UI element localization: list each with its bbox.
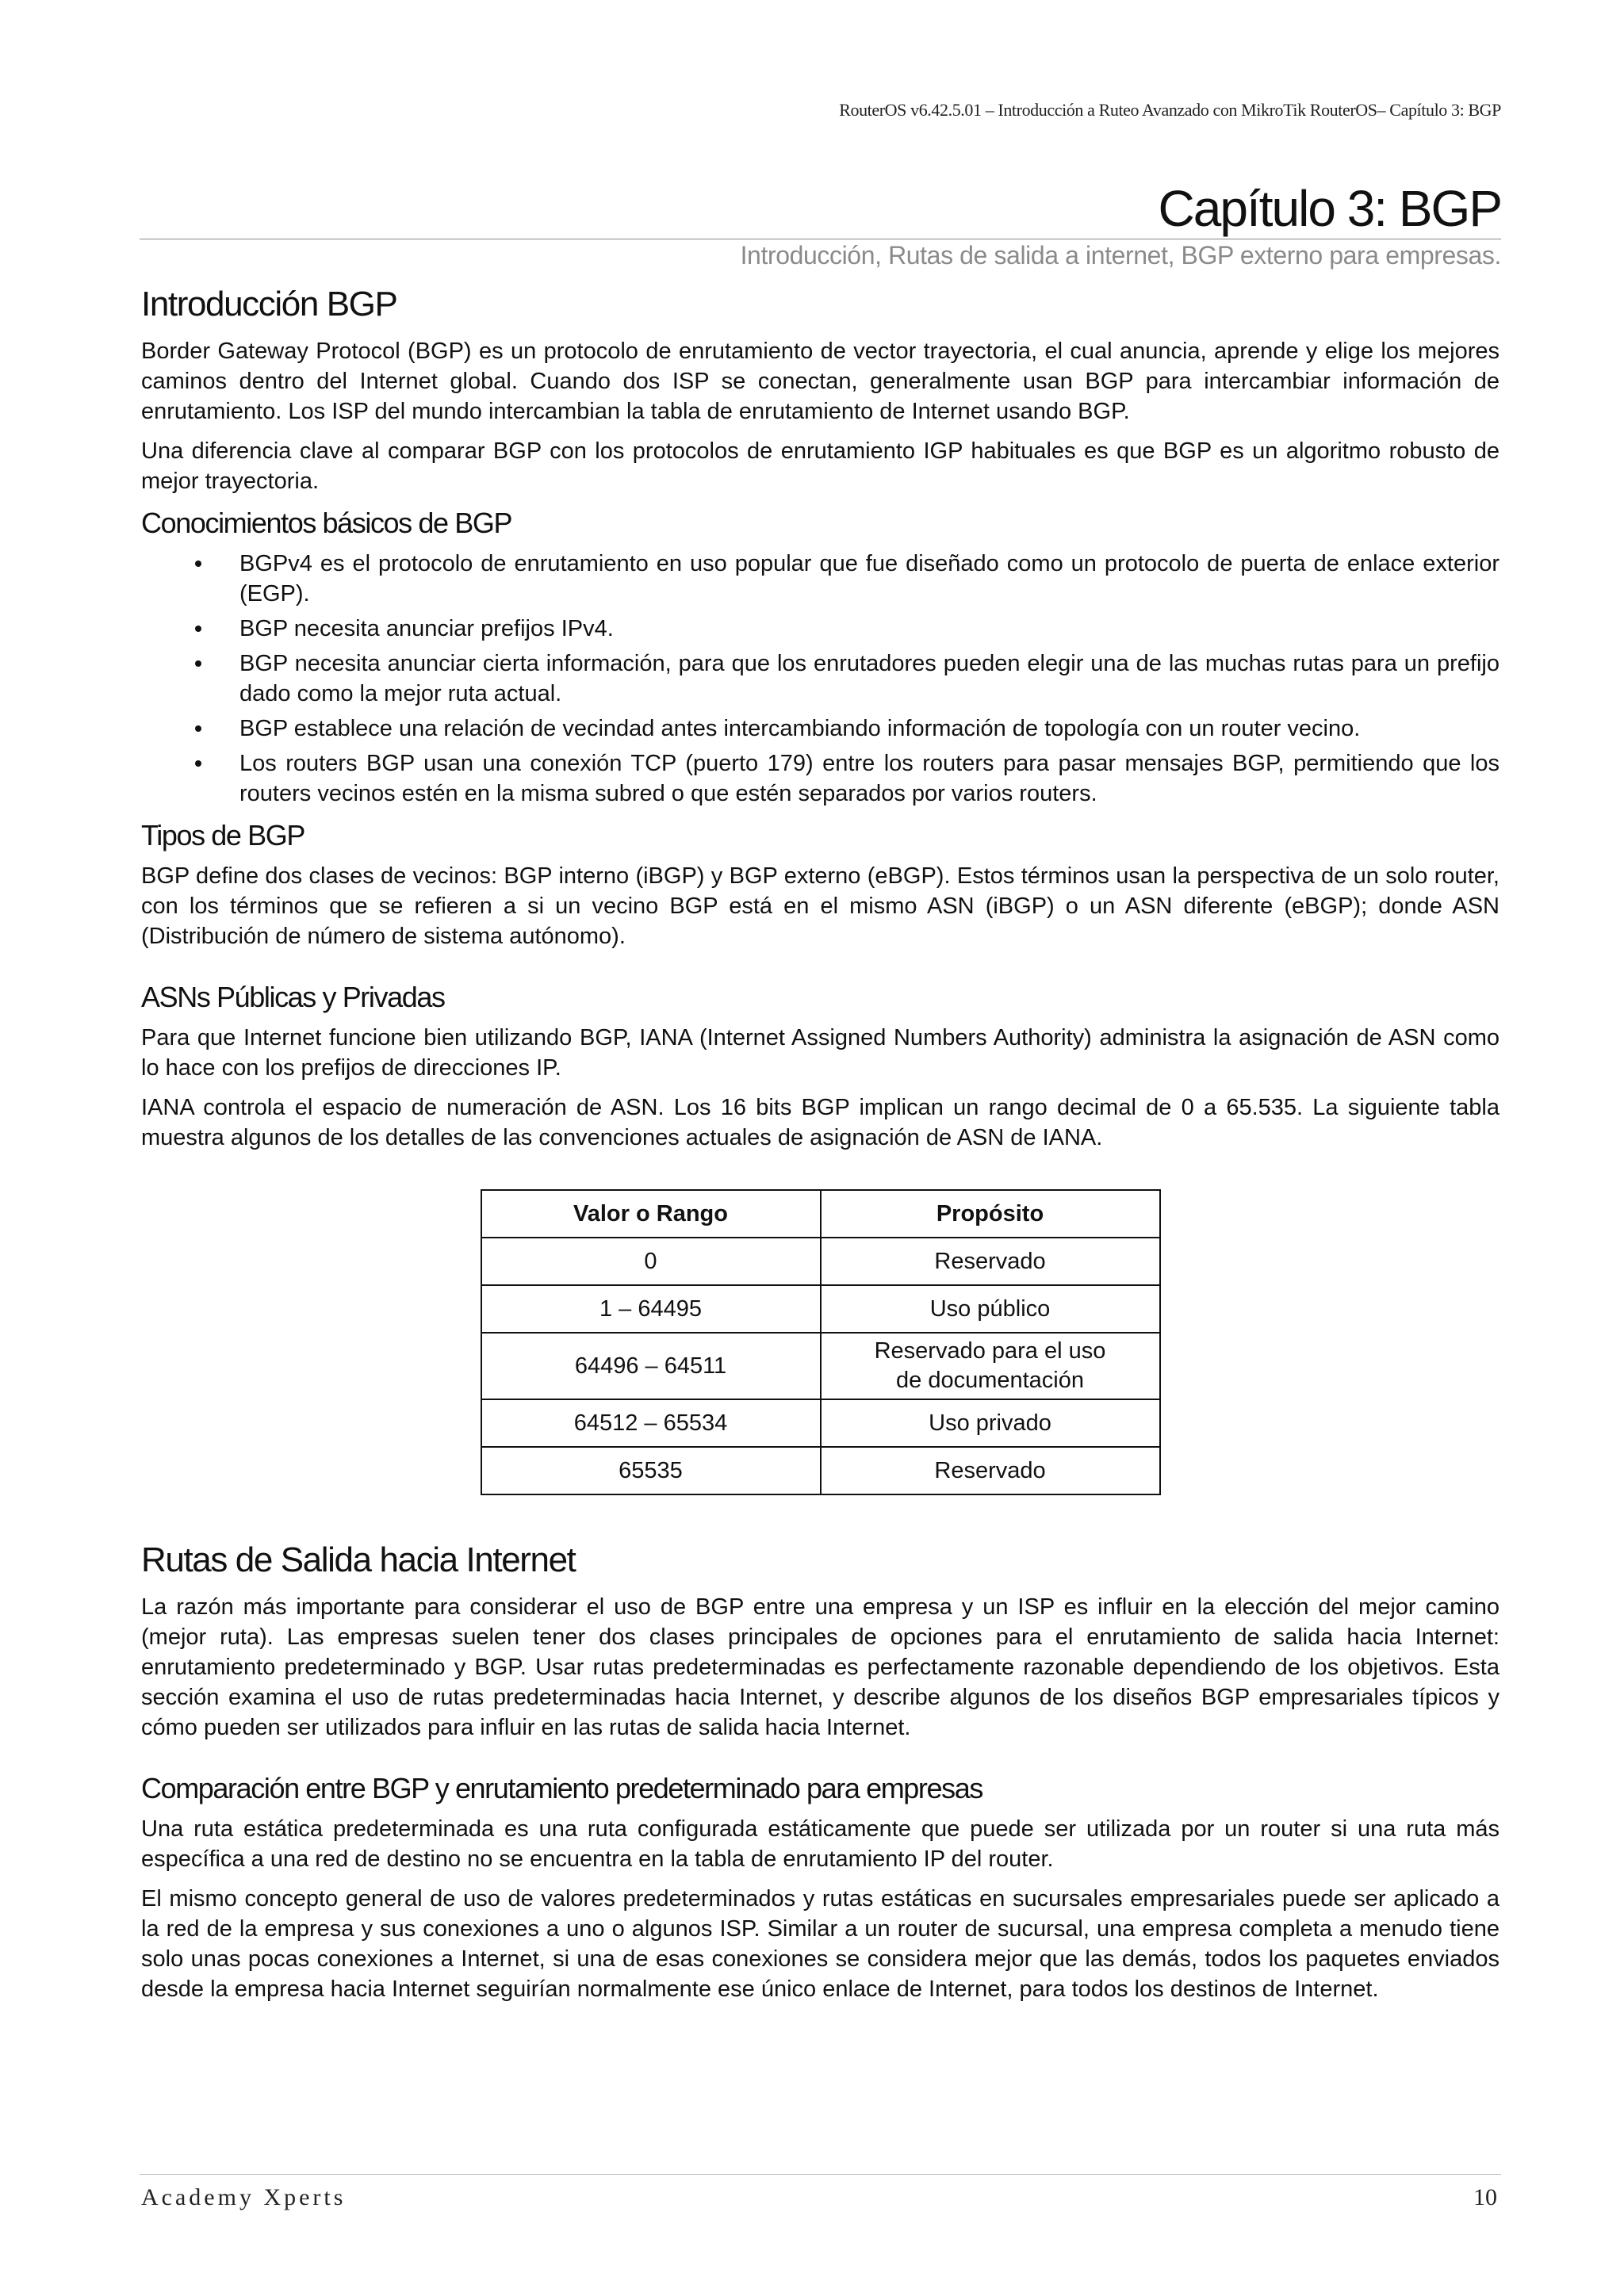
table-row xyxy=(481,1399,1160,1447)
paragraph: El mismo concepto general de uso de valores predeterminados y rutas estáticas en sucursales empresariales puede ser aplicado a la red de la empresa y sus conexiones a uno o algunos ISP. Similar a un router de sucursal, una empresa completa a menudo tiene solo unas pocas conexiones a Internet, si una de esas conexiones se considera mejor que las demás, todos los paquetes enviados desde la empresa hacia Internet seguirían normalmente ese único enlace de Internet, para todos los destinos de Internet. xyxy=(141,1886,1500,2002)
section-intro xyxy=(141,284,1500,496)
paragraph: Una ruta estática predeterminada es una ruta configurada estáticamente que puede ser utilizada por un router si una ruta más específica a una red de destino no se encuentra en la tabla de enrutamiento IP del router. xyxy=(141,1816,1500,1872)
list-item xyxy=(141,549,1500,609)
table-cell: Uso privado xyxy=(821,1399,1160,1447)
table-cell: 64496 – 64511 xyxy=(481,1333,821,1399)
column-header: Propósito xyxy=(821,1190,1160,1238)
bullet-icon xyxy=(195,561,201,567)
chapter-title: Capítulo 3: BGP xyxy=(1158,180,1501,237)
section-heading: Rutas de Salida hacia Internet xyxy=(141,1540,576,1579)
asn-table xyxy=(481,1189,1161,1495)
table-row xyxy=(481,1447,1160,1494)
table-row xyxy=(481,1285,1160,1333)
table-cell: Reservado para el uso de documentación xyxy=(821,1333,1160,1399)
bullet-icon xyxy=(195,626,201,632)
table-header-row xyxy=(481,1190,1160,1238)
list-item-text: BGP necesita anunciar prefijos IPv4. xyxy=(239,616,614,641)
section-exit-routes xyxy=(141,1540,1500,1743)
table-wrapper xyxy=(141,1189,1500,1495)
list-item xyxy=(141,748,1500,809)
bullet-icon xyxy=(195,725,201,732)
table-cell: Reservado xyxy=(821,1447,1160,1494)
paragraph: Una diferencia clave al comparar BGP con los protocolos de enrutamiento IGP habituales es que BGP es un algoritmo robusto de mejor trayectoria. xyxy=(141,438,1500,494)
list-item xyxy=(141,714,1500,744)
page-number: 10 xyxy=(1473,2184,1497,2210)
footer-divider xyxy=(140,2174,1501,2175)
column-header: Valor o Rango xyxy=(481,1190,821,1238)
subsection-heading: Tipos de BGP xyxy=(141,819,304,851)
section-heading: Introducción BGP xyxy=(141,285,397,323)
table-cell: 64512 – 65534 xyxy=(481,1399,821,1447)
paragraph: Border Gateway Protocol (BGP) es un protocolo de enrutamiento de vector trayectoria, el cual anuncia, aprende y elige los mejores caminos dentro del Internet global. Cuando dos ISP se conectan, generalmente usan BGP para intercambiar información de enrutamiento. Los ISP del mundo intercambian la tabla de enrutamiento de Internet usando BGP. xyxy=(141,339,1500,424)
bullet-list xyxy=(141,549,1500,809)
list-item-text: BGPv4 es el protocolo de enrutamiento en uso popular que fue diseñado como un protocolo de puerta de enlace exterior (EGP). xyxy=(239,551,1500,607)
table-cell: Uso público xyxy=(821,1285,1160,1333)
paragraph: IANA controla el espacio de numeración de ASN. Los 16 bits BGP implican un rango decimal de 0 a 65.535. La siguiente tabla muestra algunos de los detalles de las convenciones actuales de asignación de ASN de IANA. xyxy=(141,1095,1500,1150)
subsection-heading: ASNs Públicas y Privadas xyxy=(141,981,445,1013)
paragraph: BGP define dos clases de vecinos: BGP interno (iBGP) y BGP externo (eBGP). Estos términos usan la perspectiva de un solo router, con los términos que se refieren a si un vecino BGP está en el mismo ASN (iBGP) o un ASN diferente (eBGP); donde ASN (Distribución de número de sistema autónomo). xyxy=(141,863,1500,949)
section-asns xyxy=(141,980,1500,1495)
subsection-heading: Comparación entre BGP y enrutamiento predeterminado para empresas xyxy=(141,1772,982,1804)
running-header: RouterOS v6.42.5.01 – Introducción a Ruteo Avanzado con MikroTik RouterOS– Capítulo 3: BGP xyxy=(839,100,1501,120)
list-item-text: BGP establece una relación de vecindad antes intercambiando información de topología con un router vecino. xyxy=(239,716,1361,741)
paragraph: La razón más importante para considerar el uso de BGP entre una empresa y un ISP es influir en la elección del mejor camino (mejor ruta). Las empresas suelen tener dos clases principales de opciones para el enrutamiento de salida hacia Internet: enrutamiento predeterminado y BGP. Usar rutas predeterminadas es perfectamente razonable dependiendo de los objetivos. Esta sección examina el uso de rutas predeterminadas hacia Internet, y describe algunos de los diseños BGP empresariales típicos y cómo pueden ser utilizados para influir en las rutas de salida hacia Internet. xyxy=(141,1594,1500,1740)
table-cell: 65535 xyxy=(481,1447,821,1494)
section-comparison xyxy=(141,1771,1500,2004)
chapter-subtitle: Introducción, Rutas de salida a internet, BGP externo para empresas. xyxy=(740,241,1501,270)
section-types xyxy=(141,818,1500,951)
bullet-icon xyxy=(195,760,201,767)
paragraph: Para que Internet funcione bien utilizando BGP, IANA (Internet Assigned Numbers Authority) administra la asignación de ASN como lo hace con los prefijos de direcciones IP. xyxy=(141,1025,1500,1081)
table-cell: 1 – 64495 xyxy=(481,1285,821,1333)
table-cell: 0 xyxy=(481,1238,821,1285)
table-cell: Reservado xyxy=(821,1238,1160,1285)
list-item xyxy=(141,614,1500,644)
subsection-heading: Conocimientos básicos de BGP xyxy=(141,507,512,539)
list-item xyxy=(141,649,1500,709)
main-content xyxy=(141,284,1500,2014)
bullet-icon xyxy=(195,660,201,667)
footer-brand: Academy Xperts xyxy=(141,2184,347,2210)
section-basics xyxy=(141,506,1500,809)
table-row xyxy=(481,1238,1160,1285)
list-item-text: BGP necesita anunciar cierta información, para que los enrutadores pueden elegir una de las muchas rutas para un prefijo dado como la mejor ruta actual. xyxy=(239,651,1500,706)
table-row xyxy=(481,1333,1160,1399)
list-item-text: Los routers BGP usan una conexión TCP (puerto 179) entre los routers para pasar mensajes BGP, permitiendo que los routers vecinos estén en la misma subred o que estén separados por varios routers. xyxy=(239,751,1500,806)
